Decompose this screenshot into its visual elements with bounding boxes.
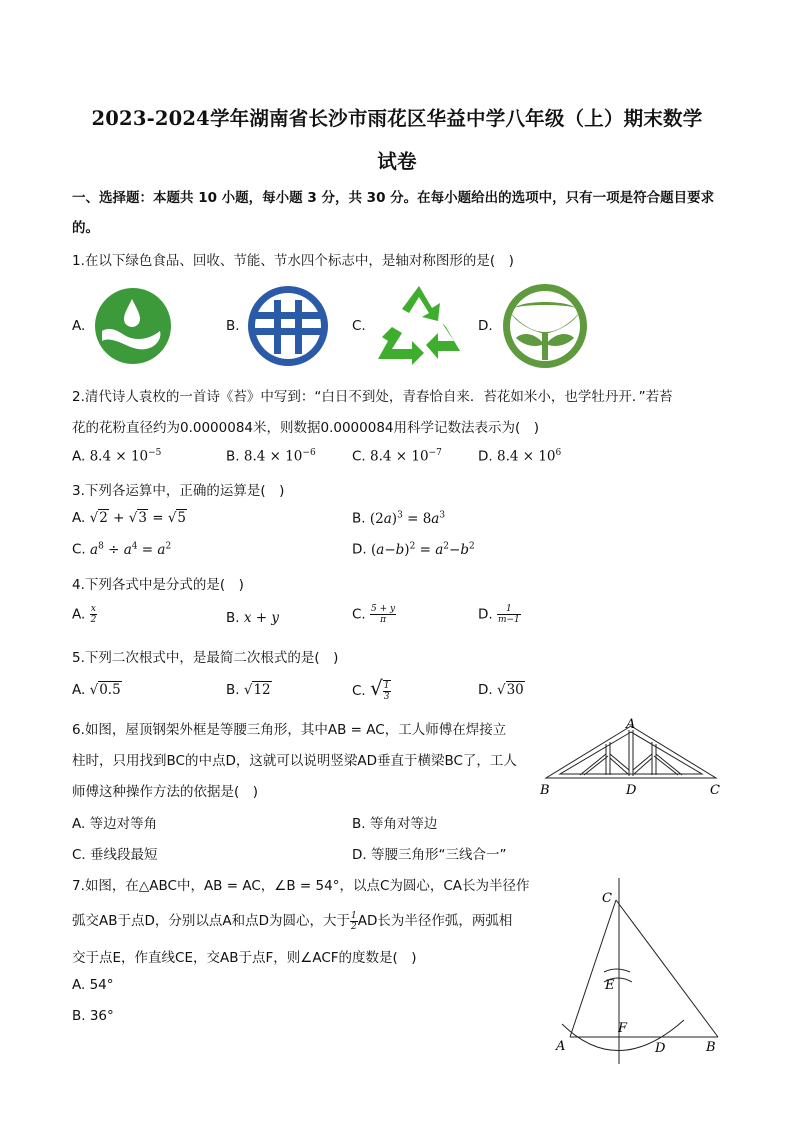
fig6-label-c: C	[710, 783, 720, 798]
fig7-label-f: F	[618, 1021, 628, 1036]
q1-stem: 1.在以下绿色食品、回收、节能、节水四个标志中，是轴对称图形的是( )	[72, 253, 514, 269]
section-heading: 一、选择题：本题共 10 小题，每小题 3 分，共 30 分。在每小题给出的选项中，只有一项是符合题目要求	[72, 190, 715, 206]
q6-option-a: A. 等边对等角	[72, 816, 158, 832]
section-heading-cont: 的。	[72, 220, 99, 236]
q2-option-c: C. $8.4 \times 10^{-7}$	[352, 448, 442, 465]
q7-option-b: B. 36°	[72, 1008, 114, 1024]
q3-option-c: C. $a^8 \div a^4 = a^2$	[72, 541, 172, 558]
q5-option-a: A. √0.5	[72, 682, 121, 698]
q5-option-c: C. √ $\frac{1}{3}$	[352, 676, 390, 702]
fig7-label-d: D	[655, 1041, 666, 1056]
q3-option-d: D. $(a-b)^2 = a^2-b^2$	[352, 541, 475, 558]
page-title: 2023-2024学年湖南省长沙市雨花区华益中学八年级（上）期末数学	[91, 107, 703, 130]
q3-stem: 3.下列各运算中，正确的运算是( )	[72, 483, 285, 499]
q6-option-c: C. 垂线段最短	[72, 847, 158, 863]
fig7-label-e: E	[605, 978, 615, 993]
q3-option-b: B. $(2a)^3 = 8a^3$	[352, 510, 446, 527]
q1-label-c: C.	[352, 318, 366, 334]
fig7-label-b: B	[706, 1040, 716, 1055]
q2-stem-line2: 花的花粉直径约为0.0000084米，则数据0.0000084用科学记数法表示为( )	[72, 420, 540, 436]
fig6-label-d: D	[626, 783, 637, 798]
q5-option-d: D. √30	[478, 682, 524, 698]
fig7-label-a: A	[556, 1039, 566, 1054]
q4-option-b: B. x + y	[226, 610, 279, 626]
q6-option-d: D. 等腰三角形“三线合一”	[352, 847, 507, 863]
green-food-logo-icon	[94, 287, 172, 365]
q2-option-a: A. $8.4 \times 10^{-5}$	[72, 448, 162, 465]
q6-stem-line3: 师傅这种操作方法的依据是( )	[72, 784, 259, 800]
recycle-logo-icon	[372, 283, 466, 367]
q7-stem-line3: 交于点E，作直线CE，交AB于点F，则∠ACF的度数是( )	[72, 950, 417, 966]
page-title-line2: 试卷	[377, 150, 417, 173]
q7-stem-line1: 7.如图，在△ABC中，AB = AC，∠B = 54°，以点C为圆心，CA长为半径作	[72, 878, 530, 894]
q2-option-b: B. $8.4 \times 10^{-6}$	[226, 448, 316, 465]
triangle-construction-figure	[548, 874, 728, 1074]
fig7-label-c: C	[602, 891, 612, 906]
q1-label-a: A.	[72, 318, 86, 334]
q4-option-d: D. $\frac{1}{m-1}$	[478, 604, 520, 625]
q5-stem: 5.下列二次根式中，是最简二次根式的是( )	[72, 650, 339, 666]
q2-stem-line1: 2.清代诗人袁枚的一首诗《苔》中写到：“白日不到处，青春恰自来．苔花如米小，也学牡丹开．”若苔	[72, 389, 673, 405]
q4-option-c: C. $\frac{5 + y}{\pi}$	[352, 604, 396, 625]
q4-option-a: A. $\frac{x}{2}$	[72, 604, 97, 625]
q4-stem: 4.下列各式中是分式的是( )	[72, 577, 244, 593]
q7-stem-line2: 弧交AB于点D，分别以点A和点D为圆心，大于 $\frac{1}{2}$ AD长为半径作弧，两弧相	[72, 910, 513, 932]
water-saving-logo-icon	[500, 282, 590, 370]
q5-option-b: B. √12	[226, 682, 271, 698]
fig6-label-b: B	[540, 783, 550, 798]
q6-stem-line2: 柱时，只用找到BC的中点D，这就可以说明竖梁AD垂直于横梁BC了，工人	[72, 753, 517, 769]
q6-option-b: B. 等角对等边	[352, 816, 438, 832]
fig6-label-a: A	[626, 717, 636, 732]
q3-option-a: A. √2 + √3 = √5	[72, 510, 187, 526]
q1-label-b: B.	[226, 318, 240, 334]
energy-saving-logo-icon	[246, 284, 330, 368]
roof-truss-figure	[536, 714, 726, 800]
q7-option-a: A. 54°	[72, 977, 114, 993]
q6-stem-line1: 6.如图，屋顶钢架外框是等腰三角形，其中AB = AC，工人师傅在焊接立	[72, 722, 507, 738]
q1-label-d: D.	[478, 318, 493, 334]
q2-option-d: D. $8.4 \times 10^6$	[478, 448, 562, 465]
